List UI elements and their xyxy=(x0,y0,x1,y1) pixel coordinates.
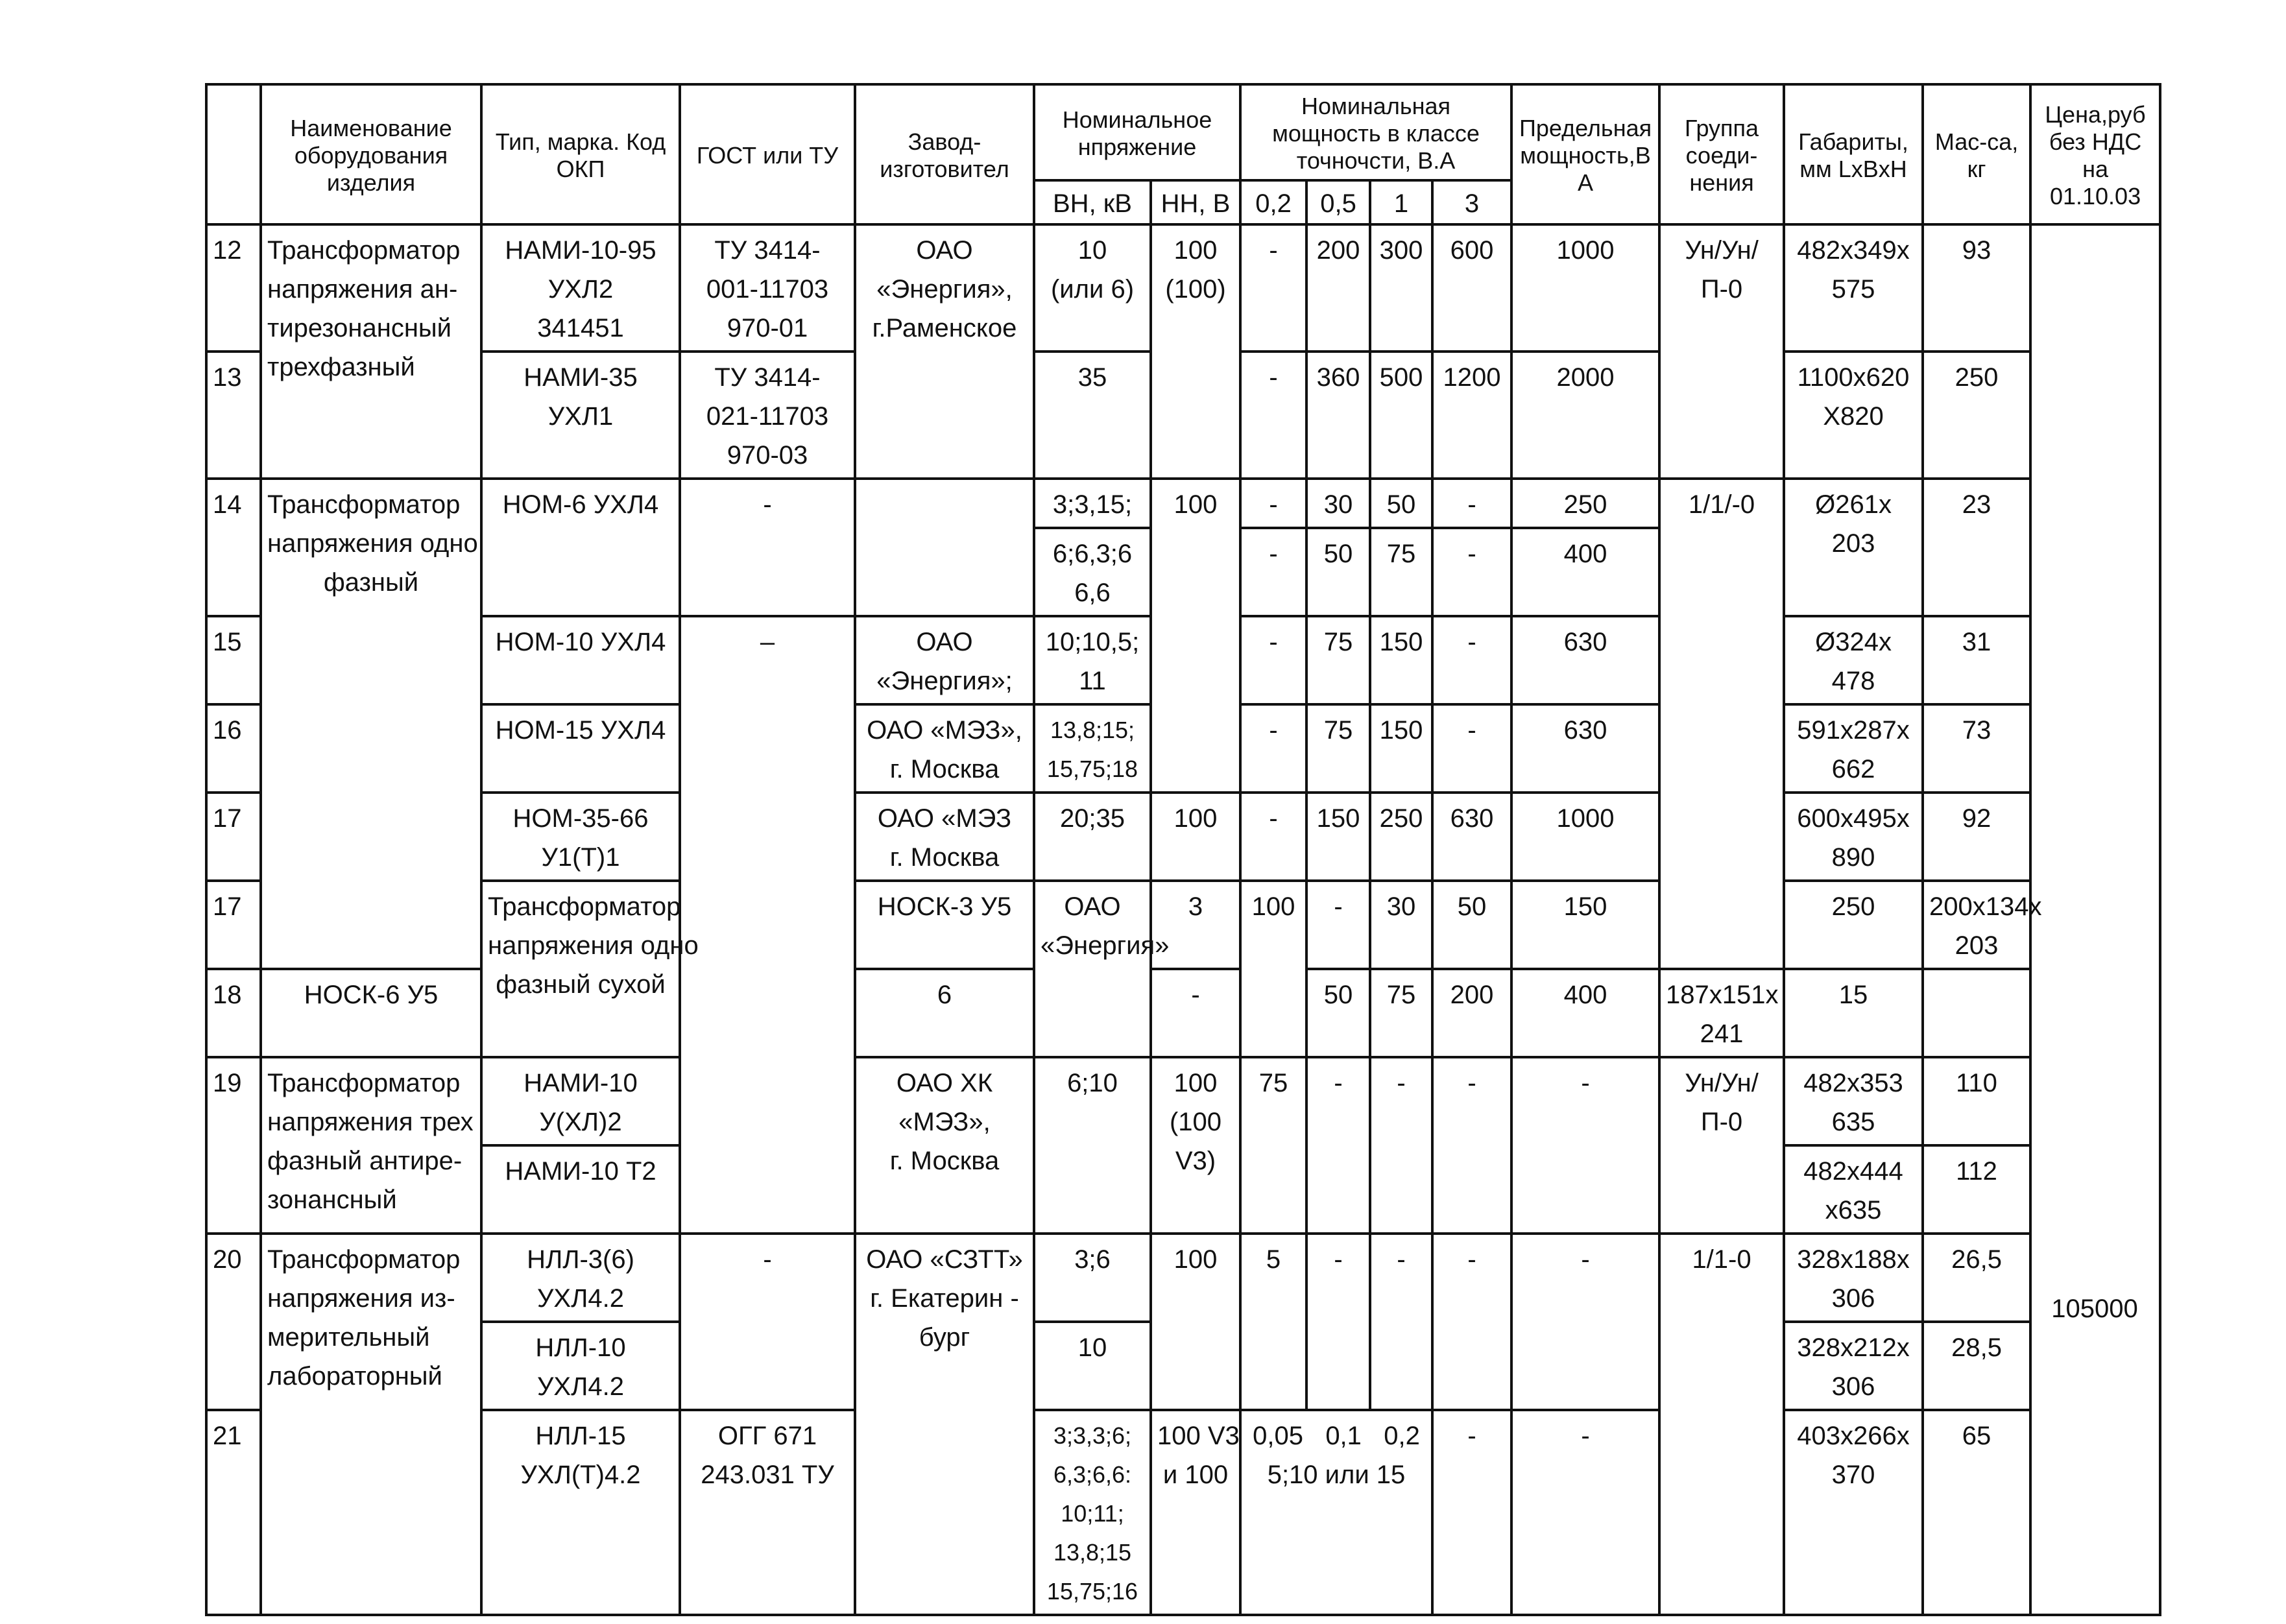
power-02-cell: 5 xyxy=(1240,1234,1306,1410)
gost-cell: - xyxy=(680,479,855,616)
mass-cell: 26,5 xyxy=(1923,1234,2030,1322)
header-mass: Мас-са, кг xyxy=(1923,84,2030,224)
type-cell xyxy=(481,1410,680,1615)
header-limit-power: Предельная мощность,ВА xyxy=(1511,84,1659,224)
vn-line: 10;10,5; xyxy=(1045,628,1140,656)
vn-cell: 35 xyxy=(1034,352,1151,479)
maker-line: «Энергия» xyxy=(1041,931,1170,960)
power-3-cell: 1200 xyxy=(1432,352,1511,479)
gost-line: 970-01 xyxy=(727,314,808,342)
power-1-cell: - xyxy=(1370,1057,1432,1234)
header-type: Тип, марка. Код ОКП xyxy=(481,84,680,224)
dims-line: 306 xyxy=(1831,1372,1875,1401)
power-3-cell: 150 xyxy=(1511,881,1659,969)
dims-line: 635 xyxy=(1831,1108,1875,1136)
vn-line: 15,75;18 xyxy=(1046,756,1138,782)
type-line: У1(Т)1 xyxy=(541,843,620,872)
gost-line: ТУ 3414- xyxy=(714,363,821,392)
vn-line: 15,75;16 xyxy=(1046,1578,1138,1605)
type-cell: НОСК-6 У5 xyxy=(261,969,481,1057)
type-cell xyxy=(481,1057,680,1145)
maker-cell xyxy=(855,704,1034,793)
mass-cell: 73 xyxy=(1923,704,2030,793)
name-line: Трансформатор xyxy=(267,1069,461,1097)
type-cell: НОМ-6 УХЛ4 xyxy=(481,479,680,616)
power-3-cell: - xyxy=(1432,1057,1511,1234)
gost-cell xyxy=(680,1410,855,1615)
dims-line: 575 xyxy=(1831,275,1875,304)
dims-cell xyxy=(1784,704,1923,793)
vn-line: 13,8;15; xyxy=(1050,717,1135,743)
power-3-cell: - xyxy=(1432,1410,1511,1615)
name-line: тирезонансный xyxy=(267,314,452,342)
name-line: напряжения ан- xyxy=(267,275,458,304)
dims-line: 600х495х xyxy=(1797,804,1910,833)
table-row xyxy=(206,881,2160,969)
dims-cell xyxy=(1784,1410,1923,1615)
dims-line: 200х134х xyxy=(1929,892,2042,921)
maker-cell xyxy=(855,1057,1034,1234)
name-line: мерительный xyxy=(267,1323,430,1352)
vn-cell: 3;6 xyxy=(1034,1234,1151,1322)
gost-line: 021-11703 xyxy=(706,402,829,431)
mass-cell: 23 xyxy=(1923,479,2030,616)
power-02-cell: - xyxy=(1240,352,1306,479)
group-line: Ун/Ун/ xyxy=(1685,236,1759,265)
dims-line: 478 xyxy=(1831,667,1875,695)
nn-line: 100 V3 xyxy=(1157,1422,1240,1450)
name-cell xyxy=(261,224,481,479)
power-note: 5;10 или 15 xyxy=(1267,1461,1406,1489)
power-combined-cell xyxy=(1240,1410,1432,1615)
type-line: 341451 xyxy=(537,314,624,342)
power-3-cell: - xyxy=(1432,616,1511,704)
dims-line: 203 xyxy=(1831,529,1875,558)
vn-cell: 6 xyxy=(855,969,1034,1057)
row-number: 13 xyxy=(206,352,261,479)
mass-cell: 65 xyxy=(1923,1410,2030,1615)
dims-line: 370 xyxy=(1831,1461,1875,1489)
vn-line: 11 xyxy=(1079,667,1106,695)
power-02-cell: - xyxy=(1151,969,1240,1057)
table-row xyxy=(206,479,2160,528)
header-class-3: 3 xyxy=(1432,180,1511,224)
price-cell xyxy=(2030,224,2160,1615)
group-cell: 1/1-0 xyxy=(1659,1234,1784,1615)
dims-cell xyxy=(1784,479,1923,616)
dims-cell xyxy=(1784,1234,1923,1322)
maker-cell xyxy=(855,1234,1034,1615)
dims-line: 241 xyxy=(1700,1020,1744,1048)
power-1-cell: 75 xyxy=(1370,969,1432,1057)
dims-line: Ø261х xyxy=(1815,490,1892,519)
mass-cell: 250 xyxy=(1923,352,2030,479)
type-cell: НОСК-3 У5 xyxy=(855,881,1034,969)
name-line: зонансный xyxy=(267,1186,397,1214)
nn-line: 100 xyxy=(1173,1069,1218,1097)
power-1-cell: 50 xyxy=(1370,479,1432,528)
row-number: 14 xyxy=(206,479,261,616)
power-02-cell: - xyxy=(1240,616,1306,704)
nn-line: (100) xyxy=(1165,275,1226,304)
type-line: НАМИ-35 xyxy=(523,363,638,392)
dims-cell xyxy=(1784,616,1923,704)
header-voltage: Номинальное нпряжение xyxy=(1034,84,1240,180)
maker-line: ОАО «МЭЗ», xyxy=(867,716,1022,745)
name-cell xyxy=(261,479,481,969)
dims-line: 328х188х xyxy=(1797,1245,1910,1274)
dims-line: 203 xyxy=(1955,931,1999,960)
maker-line: г. Москва xyxy=(889,843,1000,872)
type-line: НЛЛ-3(6) xyxy=(527,1245,634,1274)
type-line: НЛЛ-10 xyxy=(535,1333,626,1362)
table-row xyxy=(206,1410,2160,1615)
maker-line: г. Екатерин - xyxy=(870,1284,1019,1313)
type-cell xyxy=(481,793,680,881)
mass-cell: 112 xyxy=(1923,1145,2030,1234)
maker-line: ОАО xyxy=(916,236,973,265)
power-3-cell: - xyxy=(1432,704,1511,793)
power-05-cell: 50 xyxy=(1306,969,1370,1057)
dims-line: 591х287х xyxy=(1797,716,1910,745)
power-1-value: 0,2 xyxy=(1384,1422,1420,1450)
power-02-cell: 75 xyxy=(1240,1057,1306,1234)
dims-line: 328х212х xyxy=(1797,1333,1910,1362)
power-05-cell: 360 xyxy=(1306,352,1370,479)
limit-power-cell: 400 xyxy=(1511,969,1659,1057)
type-line: НАМИ-10-95 xyxy=(505,236,656,265)
type-cell xyxy=(481,1322,680,1410)
name-line: фазный xyxy=(323,568,419,597)
vn-cell xyxy=(1034,224,1151,352)
table-row xyxy=(206,793,2160,881)
power-02-cell: - xyxy=(1240,704,1306,793)
header-name: Наименование оборудования изделия xyxy=(261,84,481,224)
group-cell: 1/1/-0 xyxy=(1659,479,1784,969)
limit-power-cell: 250 xyxy=(1511,479,1659,528)
power-3-cell: 630 xyxy=(1432,793,1511,881)
power-02-cell: - xyxy=(1306,881,1370,969)
power-05-cell: 50 xyxy=(1306,528,1370,616)
mass-cell: 92 xyxy=(1923,793,2030,881)
name-cell xyxy=(481,881,699,1057)
limit-power-cell: 630 xyxy=(1511,704,1659,793)
header-group: Группа соеди-нения xyxy=(1659,84,1784,224)
vn-line: 6,6 xyxy=(1074,579,1111,607)
limit-power-cell: 1000 xyxy=(1511,793,1659,881)
dims-line: 306 xyxy=(1831,1284,1875,1313)
maker-line: г. Москва xyxy=(889,1147,1000,1175)
row-number: 19 xyxy=(206,1057,261,1234)
vn-line: 10 xyxy=(1077,236,1107,265)
name-line: лабораторный xyxy=(267,1362,442,1391)
power-02-cell: - xyxy=(1240,528,1306,616)
power-02-cell: - xyxy=(1240,224,1306,352)
vn-cell: 20;35 xyxy=(1034,793,1151,881)
table-row xyxy=(206,224,2160,352)
row-number: 20 xyxy=(206,1234,261,1410)
maker-line: ОАО xyxy=(916,628,973,656)
name-line: фазный антире- xyxy=(267,1147,463,1175)
header-maker: Завод-изготовител xyxy=(855,84,1034,224)
limit-power-cell: 1000 xyxy=(1511,224,1659,352)
dims-line: Ø324х xyxy=(1815,628,1892,656)
power-02-cell: - xyxy=(1240,793,1306,881)
dims-line: 482х444 xyxy=(1803,1157,1903,1186)
type-line: УХЛ4.2 xyxy=(537,1284,624,1313)
type-line: УХЛ1 xyxy=(547,402,614,431)
maker-line: г.Раменское xyxy=(872,314,1017,342)
nn-cell: 100 xyxy=(1151,793,1240,881)
row-number: 21 xyxy=(206,1410,261,1615)
vn-cell: 3;3,15; xyxy=(1034,479,1151,528)
nn-line: и 100 xyxy=(1162,1461,1229,1489)
header-row-number xyxy=(206,84,261,224)
power-05-value: 0,1 xyxy=(1325,1422,1362,1450)
gost-cell xyxy=(680,352,855,479)
type-line: НОМ-35-66 xyxy=(512,804,649,833)
nn-line: (100 xyxy=(1169,1108,1222,1136)
power-02-value: 0,05 xyxy=(1253,1422,1304,1450)
maker-line: ОАО «МЭЗ xyxy=(877,804,1012,833)
name-line: трехфазный xyxy=(267,353,415,381)
power-1-cell: 150 xyxy=(1370,704,1432,793)
maker-line: «МЭЗ», xyxy=(898,1108,991,1136)
vn-line: (или 6) xyxy=(1050,275,1135,304)
dims-line: 890 xyxy=(1831,843,1875,872)
name-line: напряжения из- xyxy=(267,1284,455,1313)
type-line: УХЛ2 xyxy=(547,275,614,304)
header-nn: НН, В xyxy=(1151,180,1240,224)
mass-cell: 15 xyxy=(1784,969,1923,1057)
name-line: Трансформатор xyxy=(267,1245,461,1274)
gost-line: 243.031 ТУ xyxy=(701,1461,834,1489)
vn-cell: 6;10 xyxy=(1034,1057,1151,1234)
nn-cell: 100 xyxy=(1151,479,1240,793)
power-05-cell: 150 xyxy=(1306,793,1370,881)
table-row xyxy=(206,1234,2160,1322)
power-05-cell: - xyxy=(1306,1057,1370,1234)
maker-line: бург xyxy=(919,1323,970,1352)
nn-cell xyxy=(1151,224,1240,479)
equipment-table xyxy=(205,83,2161,1616)
power-3-cell: - xyxy=(1432,1234,1511,1410)
power-1-cell: 75 xyxy=(1370,528,1432,616)
vn-cell xyxy=(1034,528,1151,616)
dims-line: 482х353 xyxy=(1803,1069,1903,1097)
dims-cell xyxy=(1784,352,1923,479)
maker-cell xyxy=(1034,881,1170,1057)
power-3-cell: - xyxy=(1432,479,1511,528)
name-cell xyxy=(261,1234,481,1615)
vn-cell: 3 xyxy=(1151,881,1240,969)
limit-power-cell: 250 xyxy=(1784,881,1923,969)
dims-cell xyxy=(1784,224,1923,352)
power-3-cell: - xyxy=(1432,528,1511,616)
name-line: Трансформатор xyxy=(267,236,461,265)
power-values-line xyxy=(1242,1416,1431,1455)
row-number: 16 xyxy=(206,704,261,793)
row-number: 17 xyxy=(206,793,261,881)
power-05-cell: 30 xyxy=(1306,479,1370,528)
vn-line: 6;6,3;6 xyxy=(1052,540,1133,568)
dims-cell xyxy=(1784,1145,1923,1234)
type-line: УХЛ4.2 xyxy=(537,1372,624,1401)
power-05-cell: 30 xyxy=(1370,881,1432,969)
type-cell: НОМ-10 УХЛ4 xyxy=(481,616,680,704)
gost-line: 970-03 xyxy=(727,441,808,470)
dims-line: х635 xyxy=(1825,1196,1882,1224)
gost-cell: – xyxy=(680,616,855,1234)
header-class-05: 0,5 xyxy=(1306,180,1370,224)
maker-line: «Энергия», xyxy=(876,275,1013,304)
limit-power-cell: - xyxy=(1511,1057,1659,1234)
dims-line: 403х266х xyxy=(1797,1422,1910,1450)
vn-line: 10;11; xyxy=(1061,1500,1124,1527)
type-line: У(ХЛ)2 xyxy=(539,1108,622,1136)
power-1-cell: 50 xyxy=(1432,881,1511,969)
dims-cell xyxy=(1923,881,2042,969)
maker-line: ОАО xyxy=(1064,892,1121,921)
vn-cell xyxy=(1034,1410,1151,1615)
dims-cell xyxy=(1784,1322,1923,1410)
vn-cell xyxy=(1034,616,1151,704)
limit-power-cell: - xyxy=(1511,1234,1659,1410)
vn-cell: 10 xyxy=(1034,1322,1151,1410)
header-class-02: 0,2 xyxy=(1240,180,1306,224)
gost-line: ОГГ 671 xyxy=(717,1422,817,1450)
table-row xyxy=(206,1057,2160,1145)
limit-power-cell: 630 xyxy=(1511,616,1659,704)
nn-cell xyxy=(1151,1057,1240,1234)
power-05-cell: 200 xyxy=(1306,224,1370,352)
vn-line: 6,3;6,6: xyxy=(1053,1461,1132,1488)
type-line: НАМИ-10 xyxy=(523,1069,638,1097)
header-vn: ВН, кВ xyxy=(1034,180,1151,224)
group-line: П-0 xyxy=(1700,275,1743,304)
maker-cell xyxy=(855,224,1034,479)
name-line: напряжения одно xyxy=(267,529,478,558)
dims-cell xyxy=(1659,969,1784,1057)
nn-cell: 100 xyxy=(1240,881,1306,1057)
gost-cell xyxy=(680,224,855,352)
dims-line: 662 xyxy=(1831,755,1875,783)
type-cell: НОМ-15 УХЛ4 xyxy=(481,704,680,793)
type-line: НЛЛ-15 xyxy=(535,1422,626,1450)
header-power: Номинальная мощность в классе точночсти, В.А xyxy=(1240,84,1511,180)
nn-cell: 100 xyxy=(1151,1234,1240,1410)
mass-cell: 31 xyxy=(1923,616,2030,704)
limit-power-cell: 2000 xyxy=(1511,352,1659,479)
maker-line: «Энергия»; xyxy=(876,667,1013,695)
type-line: УХЛ(Т)4.2 xyxy=(520,1461,641,1489)
type-cell xyxy=(481,352,680,479)
header-price: Цена,руб без НДС на 01.10.03 xyxy=(2030,84,2160,224)
group-cell xyxy=(1659,224,1784,479)
row-number: 17 xyxy=(206,881,261,969)
mass-cell: 28,5 xyxy=(1923,1322,2030,1410)
gost-line: 001-11703 xyxy=(706,275,829,304)
header-dimensions: Габариты, мм LxBxH xyxy=(1784,84,1923,224)
mass-cell: 110 xyxy=(1923,1057,2030,1145)
limit-power-cell: 400 xyxy=(1511,528,1659,616)
vn-line: 13,8;15 xyxy=(1053,1539,1132,1566)
row-number: 18 xyxy=(206,969,261,1057)
dims-cell xyxy=(1784,1057,1923,1145)
name-line: Трансформатор xyxy=(488,892,681,921)
dims-line: 187х151х xyxy=(1666,981,1779,1009)
power-05-cell: 75 xyxy=(1306,704,1370,793)
name-line: Трансформатор xyxy=(267,490,461,519)
name-line: напряжения одно xyxy=(488,931,699,960)
type-cell: НАМИ-10 Т2 xyxy=(481,1145,680,1234)
group-cell xyxy=(1659,1057,1784,1234)
group-line: Ун/Ун/ xyxy=(1685,1069,1759,1097)
power-3-cell: 200 xyxy=(1432,969,1511,1057)
maker-cell xyxy=(855,793,1034,881)
power-1-cell: 150 xyxy=(1370,616,1432,704)
gost-cell: - xyxy=(680,1234,855,1410)
power-1-cell: 250 xyxy=(1370,793,1432,881)
maker-line: ОАО «СЗТТ» xyxy=(866,1245,1023,1274)
dims-line: 482х349х xyxy=(1797,236,1910,265)
row-number: 15 xyxy=(206,616,261,704)
name-line: напряжения трех xyxy=(267,1108,474,1136)
nn-cell xyxy=(1151,1410,1240,1615)
name-cell xyxy=(261,1057,481,1234)
row-number: 12 xyxy=(206,224,261,352)
vn-line: 3;3,3;6; xyxy=(1053,1422,1132,1449)
gost-line: ТУ 3414- xyxy=(714,236,821,265)
dims-line: Х820 xyxy=(1823,402,1884,431)
power-3-cell: 600 xyxy=(1432,224,1511,352)
nn-line: V3) xyxy=(1175,1147,1216,1175)
price-value: 105000 xyxy=(2051,1295,2138,1323)
power-1-cell: 500 xyxy=(1370,352,1432,479)
power-02-cell: - xyxy=(1240,479,1306,528)
maker-cell xyxy=(855,479,1034,616)
power-1-cell: - xyxy=(1370,1234,1432,1410)
maker-cell xyxy=(855,616,1034,704)
dims-cell xyxy=(1784,793,1923,881)
power-1-cell: 300 xyxy=(1370,224,1432,352)
power-05-cell: - xyxy=(1306,1234,1370,1410)
type-cell xyxy=(481,1234,680,1322)
header-gost: ГОСТ или ТУ xyxy=(680,84,855,224)
group-line: П-0 xyxy=(1700,1108,1743,1136)
mass-cell: 93 xyxy=(1923,224,2030,352)
type-cell xyxy=(481,224,680,352)
maker-line: ОАО ХК xyxy=(896,1069,993,1097)
nn-line: 100 xyxy=(1173,236,1218,265)
header-class-1: 1 xyxy=(1370,180,1432,224)
vn-cell xyxy=(1034,704,1151,793)
maker-line: г. Москва xyxy=(889,755,1000,783)
dims-line: 1100х620 xyxy=(1797,363,1910,392)
limit-power-cell: - xyxy=(1511,1410,1659,1615)
power-05-cell: 75 xyxy=(1306,616,1370,704)
name-line: фазный сухой xyxy=(496,970,666,999)
